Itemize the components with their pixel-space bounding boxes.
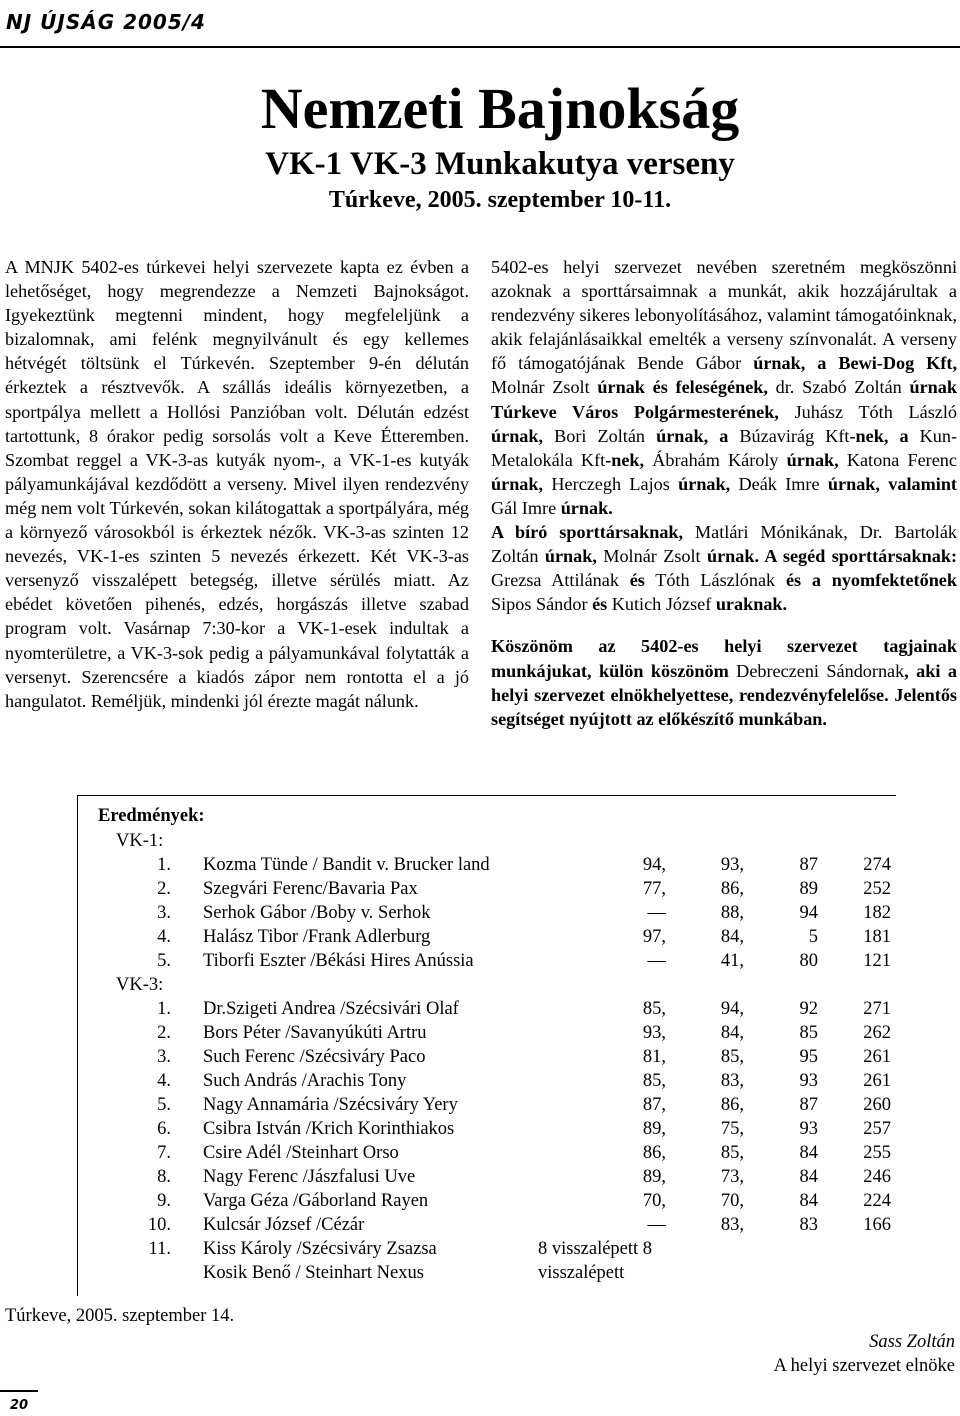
vk3-result-s1: 87, bbox=[642, 1095, 666, 1115]
vk3-result-s3: 95 bbox=[799, 1047, 818, 1067]
text-run: úrnak. bbox=[560, 497, 613, 518]
text-run: úrnak, bbox=[678, 473, 731, 494]
left-column bbox=[5, 255, 469, 713]
vk1-result-s2: 88, bbox=[720, 903, 744, 923]
vk1-result-total: 181 bbox=[863, 927, 891, 947]
vk1-result-name: Halász Tibor /Frank Adlerburg bbox=[203, 927, 431, 947]
vk1-result-name: Tiborfi Eszter /Békási Hires Anússia bbox=[203, 951, 474, 971]
vk3-result-name: Csire Adél /Steinhart Orso bbox=[203, 1143, 399, 1163]
vk3-result-name: Such Ferenc /Szécsiváry Paco bbox=[203, 1047, 426, 1067]
vk3-result-s1: 86, bbox=[642, 1143, 666, 1163]
text-run: Katona Ferenc bbox=[838, 449, 957, 470]
text-run: úrnak, bbox=[491, 473, 544, 494]
vk1-result-s1: 97, bbox=[642, 927, 666, 947]
vk1-result-num: 3. bbox=[157, 903, 171, 923]
vk1-result-row bbox=[78, 853, 896, 877]
vk3-result-row bbox=[78, 1093, 896, 1117]
vk1-result-s2: 86, bbox=[720, 879, 744, 899]
vk3-result-name: Nagy Annamária /Szécsiváry Yery bbox=[203, 1095, 458, 1115]
vk3-result-s3: 92 bbox=[799, 999, 818, 1019]
vk3-result-s3: 84 bbox=[799, 1143, 818, 1163]
vk3-result-num: 6. bbox=[157, 1119, 171, 1139]
vk3-result-s1: — bbox=[647, 1215, 666, 1235]
vk3-result-name: Kosik Benő / Steinhart Nexus bbox=[203, 1263, 424, 1283]
vk3-result-s3: 84 bbox=[799, 1191, 818, 1211]
vk3-result-s3: 87 bbox=[799, 1095, 818, 1115]
vk3-result-s2: 86, bbox=[720, 1095, 744, 1115]
vk3-result-num: 1. bbox=[157, 999, 171, 1019]
category-label-vk1: VK-1: bbox=[116, 831, 164, 851]
vk1-result-s2: 41, bbox=[720, 951, 744, 971]
text-run: úrnak, valamint bbox=[827, 473, 957, 494]
vk3-result-s3: 93 bbox=[799, 1071, 818, 1091]
vk1-result-num: 1. bbox=[157, 855, 171, 875]
vk3-result-s3: 83 bbox=[799, 1215, 818, 1235]
vk3-result-s3: 93 bbox=[799, 1119, 818, 1139]
text-run: , aki a helyi szervezet elnökhelyettese, rendezvényfelelőse. Jelentős segítséget nyújtott az előkészítő munkában. bbox=[491, 660, 957, 729]
vk3-result-total: 271 bbox=[863, 999, 891, 1019]
text-run: Molnár Zsolt bbox=[596, 546, 707, 567]
vk1-result-num: 5. bbox=[157, 951, 171, 971]
text-run: Gál Imre bbox=[491, 497, 561, 518]
results-heading: Eredmények: bbox=[98, 806, 205, 826]
text-run: úrnak és feleségének, bbox=[597, 377, 768, 398]
vk3-result-total: 261 bbox=[863, 1071, 891, 1091]
acknowledgement-paragraph-1 bbox=[491, 255, 957, 520]
vk3-result-name: Such András /Arachis Tony bbox=[203, 1071, 407, 1091]
text-run: Debreczeni Sándornak bbox=[728, 660, 905, 681]
text-run: úrnak, bbox=[491, 425, 544, 446]
vk1-result-s1: — bbox=[647, 951, 666, 971]
article-title-block bbox=[200, 76, 800, 216]
vk3-result-name: Bors Péter /Savanyúkúti Artru bbox=[203, 1023, 427, 1043]
vk1-result-name: Kozma Tünde / Bandit v. Brucker land bbox=[203, 855, 490, 875]
vk3-result-row bbox=[78, 1141, 896, 1165]
vk3-result-s2: 85, bbox=[720, 1047, 744, 1067]
vk3-result-s1: 89, bbox=[642, 1167, 666, 1187]
vk3-result-name: Dr.Szigeti Andrea /Szécsivári Olaf bbox=[203, 999, 459, 1019]
vk3-result-s1: 85, bbox=[642, 999, 666, 1019]
vk1-result-row bbox=[78, 925, 896, 949]
text-run: és bbox=[629, 570, 645, 591]
vk3-result-s2: 94, bbox=[720, 999, 744, 1019]
vk3-result-total: 224 bbox=[863, 1191, 891, 1211]
vk3-result-s1: 89, bbox=[642, 1119, 666, 1139]
signature-block bbox=[774, 1330, 955, 1378]
results-box bbox=[77, 795, 896, 1296]
vk3-result-total: 255 bbox=[863, 1143, 891, 1163]
vk3-result-row bbox=[78, 1213, 896, 1237]
vk1-result-s3: 80 bbox=[799, 951, 818, 971]
vk3-result-row bbox=[78, 1045, 896, 1069]
vk1-result-row bbox=[78, 949, 896, 973]
vk3-result-num: 8. bbox=[157, 1167, 171, 1187]
left-column-text: A MNJK 5402-es túrkevei helyi szervezete kapta ez évben a lehetőséget, hogy megrendezze a Nemzeti Bajnokságot. Igyekeztünk megtenni mindent, hogy megfeleljünk a bizalomnak, ami felénk megnyilvánult és egy kellemes hétvégét töltsünk el Túrkevén. Szeptember 9-én délután érkeztek a résztvevők. A szállás ideális környezetben, a sportpálya mellett a Hollósi Panzióban volt. Délután edzést tartottunk, 8 órakor pedig sorsolás volt a Keve Étteremben. Szombat reggel a VK-3-as kutyák nyom-, a VK-1-es kutyák pályamunkájával kezdődött a verseny. Mivel ilyen rendezvény még nem volt Túrkevén, sokan kilátogattak a sportpályára, még a környező városokból is érkeztek nézők. VK-3-as szinten 12 nevezés, VK-1-es szinten 5 nevezés érkezett. Két VK-3-as versenyző visszalépett betegség, illetve sérülés miatt. Az ebédet követően pihenés, edzés, horgászás illetve szabad program volt. Vasárnap 7:30-kor a VK-1-esek indultak a nyomterületre, a VK-3-sok pedig a pályamunkával folytatták a versenyt. Szerencsére a kiadós zápor nem rontotta el a jó hangulatot. Reméljük, mindenki jól érezte magát nálunk. bbox=[5, 257, 469, 711]
text-run: Molnár Zsolt bbox=[491, 377, 598, 398]
vk3-result-s1: 93, bbox=[642, 1023, 666, 1043]
text-run: Bori Zoltán bbox=[543, 425, 657, 446]
vk3-result-num: 2. bbox=[157, 1023, 171, 1043]
vk3-result-s2: 84, bbox=[720, 1023, 744, 1043]
vk3-result-s2: 83, bbox=[720, 1071, 744, 1091]
place-date: Túrkeve, 2005. szeptember 14. bbox=[5, 1306, 235, 1326]
text-run: Matlári Mónikának, Dr. Bartolák Zoltán bbox=[491, 522, 957, 567]
vk3-result-num: 3. bbox=[157, 1047, 171, 1067]
text-run: -nek, a bbox=[849, 425, 909, 446]
page-number: 20 bbox=[0, 1390, 38, 1416]
vk1-result-s3: 87 bbox=[799, 855, 818, 875]
vk3-result-name: Kiss Károly /Szécsiváry Zsazsa bbox=[203, 1239, 437, 1259]
text-run: úrnak, bbox=[786, 449, 839, 470]
text-run: Kun-Metalokála Kft bbox=[491, 425, 958, 470]
text-run: úrnak Túrkeve Város Polgármesterének, bbox=[491, 377, 957, 422]
vk3-result-num: 7. bbox=[157, 1143, 171, 1163]
text-run: -nek, bbox=[605, 449, 645, 470]
vk3-result-s2: 70, bbox=[720, 1191, 744, 1211]
vk3-result-s1: 85, bbox=[642, 1071, 666, 1091]
vk1-result-s1: 77, bbox=[642, 879, 666, 899]
vk3-result-num: 5. bbox=[157, 1095, 171, 1115]
vk3-result-total: 257 bbox=[863, 1119, 891, 1139]
text-run: Búzavirág Kft bbox=[728, 425, 850, 446]
vk3-result-s3: 85 bbox=[799, 1023, 818, 1043]
vk1-result-num: 4. bbox=[157, 927, 171, 947]
vk1-result-total: 252 bbox=[863, 879, 891, 899]
magazine-title: NJ ÚJSÁG 2005/4 bbox=[6, 10, 206, 34]
vk3-result-row bbox=[78, 1189, 896, 1213]
vk3-result-s2: 73, bbox=[720, 1167, 744, 1187]
vk1-result-s2: 93, bbox=[720, 855, 744, 875]
text-run: Köszönöm az 5402-es helyi szervezet tagjainak munkájukat, külön köszönöm bbox=[491, 636, 957, 681]
signature-title: A helyi szervezet elnöke bbox=[773, 1356, 955, 1376]
vk3-result-row bbox=[78, 997, 896, 1021]
vk3-result-extra: visszalépett bbox=[538, 1263, 625, 1283]
vk3-result-total: 262 bbox=[863, 1023, 891, 1043]
vk1-result-s1: 94, bbox=[642, 855, 666, 875]
vk3-result-s3: 84 bbox=[799, 1167, 818, 1187]
vk3-result-total: 261 bbox=[863, 1047, 891, 1067]
text-run: Herczegh Lajos bbox=[543, 473, 679, 494]
text-run: Grezsa Attilának bbox=[491, 570, 630, 591]
text-run: Sipos Sándor bbox=[491, 594, 593, 615]
vk1-result-s3: 5 bbox=[808, 927, 818, 947]
text-run: és a nyomfektetőnek bbox=[785, 570, 957, 591]
vk3-result-extra: 8 visszalépett 8 bbox=[538, 1239, 653, 1259]
vk1-result-s1: — bbox=[647, 903, 666, 923]
text-run: Juhász Tóth László bbox=[778, 401, 957, 422]
signature-name: Sass Zoltán bbox=[869, 1332, 955, 1352]
vk3-result-s2: 85, bbox=[720, 1143, 744, 1163]
text-run: Ábrahám Károly bbox=[644, 449, 787, 470]
vk3-result-row bbox=[78, 1261, 896, 1285]
vk3-result-row bbox=[78, 1165, 896, 1189]
vk3-result-total: 246 bbox=[863, 1167, 891, 1187]
vk3-result-s1: 81, bbox=[642, 1047, 666, 1067]
text-run: dr. Szabó Zoltán bbox=[767, 377, 910, 398]
vk3-result-name: Nagy Ferenc /Jászfalusi Uve bbox=[203, 1167, 416, 1187]
article-title: Nemzeti Bajnokság bbox=[260, 76, 740, 141]
vk3-result-row bbox=[78, 1021, 896, 1045]
vk3-result-name: Varga Géza /Gáborland Rayen bbox=[203, 1191, 429, 1211]
vk1-result-row bbox=[78, 877, 896, 901]
vk1-result-total: 182 bbox=[863, 903, 891, 923]
vk3-result-row bbox=[78, 1237, 896, 1261]
acknowledgement-paragraph-2 bbox=[491, 520, 957, 616]
vk3-result-total: 166 bbox=[863, 1215, 891, 1235]
vk3-result-name: Csibra István /Krich Korinthiakos bbox=[203, 1119, 455, 1139]
vk1-result-row bbox=[78, 901, 896, 925]
vk3-result-s1: 70, bbox=[642, 1191, 666, 1211]
text-run: Kutich József bbox=[607, 594, 716, 615]
page-header bbox=[0, 0, 960, 48]
vk3-result-total: 260 bbox=[863, 1095, 891, 1115]
vk3-result-s2: 75, bbox=[720, 1119, 744, 1139]
text-run: úrnak, a Bewi-Dog Kft, bbox=[753, 353, 957, 374]
right-column bbox=[491, 255, 957, 731]
text-run: Deák Imre bbox=[730, 473, 828, 494]
vk1-result-name: Serhok Gábor /Boby v. Serhok bbox=[203, 903, 431, 923]
vk1-result-total: 121 bbox=[863, 951, 891, 971]
vk3-result-row bbox=[78, 1069, 896, 1093]
text-run: A bíró sporttársaknak, bbox=[491, 522, 684, 543]
text-run: 5402-es helyi szervezet nevében szeretném megköszönni azoknak a sporttársaimnak a munkát, akik hozzájárultak a rendezvény sikeres lebonyolításához, valamint támogatóinknak, akik felajánlásaikkal emelték a verseny színvonalát. A verseny fő támogatójának Bende Gábor bbox=[491, 257, 957, 374]
vk1-result-name: Szegvári Ferenc/Bavaria Pax bbox=[203, 879, 418, 899]
text-run: úrnak, bbox=[544, 546, 597, 567]
vk1-result-num: 2. bbox=[157, 879, 171, 899]
text-run: úrnak. A segéd sporttársaknak: bbox=[706, 546, 958, 567]
vk3-result-num: 10. bbox=[147, 1215, 171, 1235]
category-label-vk3: VK-3: bbox=[116, 975, 164, 995]
event-date: Túrkeve, 2005. szeptember 10-11. bbox=[328, 187, 672, 213]
vk3-result-row bbox=[78, 1117, 896, 1141]
vk3-result-num: 11. bbox=[148, 1239, 171, 1259]
vk1-result-s3: 89 bbox=[799, 879, 818, 899]
acknowledgement-paragraph-3 bbox=[491, 634, 957, 730]
vk1-result-s3: 94 bbox=[799, 903, 818, 923]
text-run: Tóth Lászlónak bbox=[644, 570, 786, 591]
vk3-result-num: 4. bbox=[157, 1071, 171, 1091]
text-run: uraknak. bbox=[715, 594, 788, 615]
text-run: és bbox=[592, 594, 608, 615]
vk1-result-s2: 84, bbox=[720, 927, 744, 947]
vk3-result-name: Kulcsár József /Cézár bbox=[203, 1215, 365, 1235]
vk1-result-total: 274 bbox=[863, 855, 891, 875]
article-subtitle: VK-1 VK-3 Munkakutya verseny bbox=[265, 146, 735, 182]
vk3-result-s2: 83, bbox=[720, 1215, 744, 1235]
vk3-result-num: 9. bbox=[157, 1191, 171, 1211]
text-run: úrnak, a bbox=[656, 425, 729, 446]
